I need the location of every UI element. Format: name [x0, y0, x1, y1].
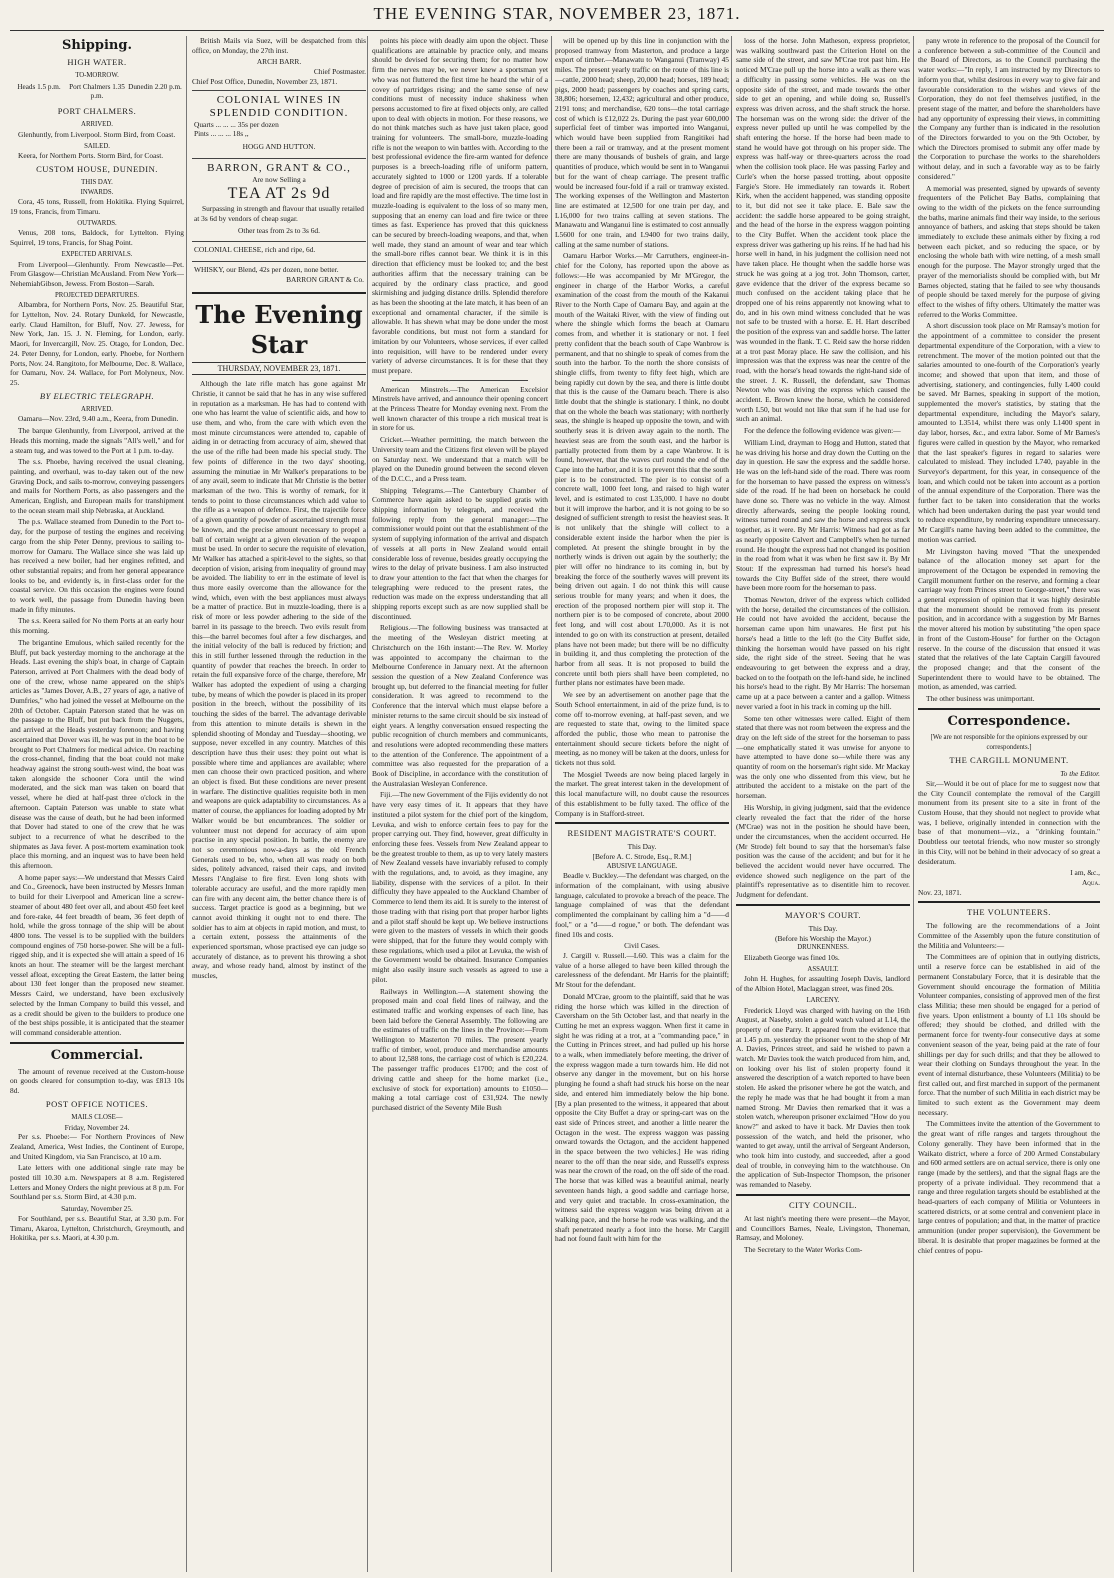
- tea-other: Other teas from 2s to 3s 6d.: [238, 225, 320, 235]
- mails-close-label: MAILS CLOSE—: [71, 1113, 123, 1121]
- projected-label: PROJECTED DEPARTURES.: [55, 291, 139, 299]
- section-rule: [555, 822, 729, 824]
- article-paragraph: The s.s. Phoebe, having received the usual cleaning, painting, and overhaul, was to-day taken out of the new Graving Dock, and sails to-morrow, conveying passengers and mails for Northern Ports, as also passengers and the American, English, and European mails for transhipment to the ocean steam mail ship Nebraska, at Auckland.: [10, 457, 184, 515]
- whisky-advert: [192, 261, 366, 287]
- inwards-label: INWARDS.: [80, 188, 114, 196]
- tea-advert: [192, 158, 366, 239]
- volunteers-paragraph: The Committees are of opinion that in outlying districts, until a reserve force can be established in aid of the permanent Constabulary Force, that it is desirable that the Government should encourage the formation of Militia Volunteer companies, consisting of approved men of the first class Militia; these men should be engaged for a period of five years. Upon enlistment a bounty of L1 10s should be offered; they should be clothed, and drilled with the permanent force for twenty-four consecutive days at some convenient season of the year, being paid at the rate of four shillings per day for such drills; and that they be allowed to wear their clothing on Sundays throughout the year. In the event of internal disturbance, these Volunteers (Militia) to be first called out, and first marched in support of the permanent force. That the number of such Militia in each district may be limited to such extent as the Government may deem necessary.: [918, 952, 1100, 1117]
- larceny-label: LARCENY.: [806, 996, 840, 1004]
- court-paragraph: Donald M'Crae, groom to the plaintiff, said that he was riding the horse which was killed in the direction of Caversham on the 5th October last, and that nearly in the Cutting he met an express waggon. When first it came in sight he was riding at a trot, at a "commanding pace," in the Cutting in Princes street, and had pulled up his horse to a walk, when immediately before meeting, the driver of the express waggon made a turn towards him. He did not observe any danger in the movement, but on his horse plunging he found a shaft had struck his horse on the near side, and entered him immediately below the hip bone. [By a plan presented to the witness, it appeared that about opposite the City Buffet a dray or spring-cart was on the east side of Princes street, and another a little nearer the Octagon in the west. The express waggon was passing onward towards the Octagon, and the accident happened in the space between the two vehicles.] He was riding nearer to the off than the near side, and Russell's express was near the crown of the road, on the off side of the road. The horse that was killed was a beautiful animal, nearly seventeen hands high, a good saddle and carriage horse, and very quiet and tractable. In cross-examination, the witness said the express waggon was being driven at a walking pace, and the horse he rode was walking, and the shaft penetrated nearly a foot into the horse. Mr Cargill had not found fault with him for the: [555, 991, 729, 1244]
- city-council-heading: CITY COUNCIL.: [788, 1199, 858, 1210]
- monument-heading: THE CARGILL MONUMENT.: [949, 755, 1069, 766]
- dateline: THURSDAY, NOVEMBER 23, 1871.: [192, 362, 366, 376]
- assault-label: ASSAULT.: [807, 965, 839, 973]
- correspondence-heading: Correspondence.: [947, 713, 1071, 729]
- civil-label: Civil Cases.: [624, 941, 660, 951]
- section-rule: [192, 292, 366, 294]
- arrived-list: Glenhuntly, from Liverpool. Storm Bird, from Coast.: [18, 129, 176, 139]
- arrived2-text: Oamaru—Nov. 23rd, 9.40 a.m., Keera, from Dunedin.: [18, 414, 179, 424]
- tea-advert-line: Are now Selling a: [252, 174, 306, 184]
- expected-list: From Liverpool—Glenhuntly. From Newcastle—Pet. From Glasgow—Christian McAusland. From New York—NehemiahGibson, Jewess. From Boston—Sarah.: [10, 259, 184, 288]
- tomorrow-label: TO-MORROW.: [75, 72, 119, 79]
- news-paragraph: Shipping Telegrams.—The Canterbury Chamber of Commerce have again asked to be supplied gratis with shipping information by telegraph, and received the following reply from the general manager:—The commissioner would point out that the establishment of the system of supplying information of the arrival and dispatch of vessels at all ports in New Zealand would entail considerable loss of revenue, besides greatly occupying the wires to the delay of private business. I am also instructed to draw your attention to the fact that when the charges for telegraphing were reduced to the present rates, the reduction was made on the express understanding that all shipping reports except such as are now supplied shall be discontinued.: [372, 485, 548, 621]
- column-4: [555, 36, 729, 1572]
- tea-advert-text: Surpassing in strength and flavour that usually retailed at 3s 6d by vendors of cheap sugar.: [194, 204, 364, 224]
- section-rule: [918, 708, 1100, 710]
- news-paragraph: The Mosgiel Tweeds are now being placed largely in the market. The great interest taken in the development of this local manufacture will, no doubt cause the resources of this establishment to be fully taxed. The office of the Company is in Stafford-street.: [555, 769, 729, 818]
- tide-heads: Heads 1.5 p.m.: [17, 82, 61, 91]
- court-paragraph: John H. Hughes, for assaulting Joseph Davis, landlord of the Albion Hotel, Maclaggan street, was fined 20s.: [736, 974, 910, 994]
- whisky-text: WHISKY, our Blend, 42s per dozen, none better.: [194, 265, 339, 275]
- tide-port-chalmers: Port Chalmers 1.35 p.m.: [69, 82, 125, 101]
- this-day-label: THIS DAY.: [81, 178, 113, 186]
- newspaper-flag: The Evening Star: [195, 299, 363, 359]
- wines-advert-title: COLONIAL WINES IN SPLENDID CONDITION.: [209, 93, 349, 119]
- arrived2-label: ARRIVED.: [81, 405, 113, 413]
- court-paragraph: loss of the horse. John Matheson, express proprietor, was walking southward past the Criterion Hotel on the same side of the street, and saw M'Crae trot past him. He noticed M'Crae pull up the horse into a walk as there was a difficulty in passing some vehicles. He was on the opposite side of the street, and made towards the other side to get an opening, and while doing so, Russell's express was driven across, and the shaft struck the horse. The horseman was on the wrong side: the driver of the express never pulled up until he was compelled by the shaft entering the horse. If the horse had been made to stand he would have got through on his proper side. The express was half-way or three-quarters across the road when the collision took place. He was passing Farley and Curle's when the horse passed trotting, about opposite Fargie's Store. He immediately ran towards it. Robert Kirk, when the accident happened, was standing opposite to it, but did not see it take place. E. Bale saw the accident: the saddle horse appeared to be going straight, and the head of the horse in the express waggon pointing to the City Buffet. When the accident took place the express driver was gathering up his reins. If he had had his horse well in hand, in his judgment the collision need not have taken place. He thought when the saddle horse was struck he was going at a jog trot. John Thomson, carter, gave evidence that the driver of the express became so much confused on the accident taking place that he dropped one of his reins apparently not knowing what to do, and in his own mind witness concluded that he was not safe to be trusted with a horse. E. H. Hart described the position of the express van and saddle horse. The latter was wounded in the flank. T. C. Reid saw the horse ridden at a trot past Moray place. He saw the collision, and his impression was that the express was near the centre of the road, with the horse's head towards the right-hand side of the street. J. K. Russell, the defendant, saw Thomas Newton who was driving the express which caused the accident. E. Brown knew the horse, which he considered worth L50, but would not like that sum if he had use for such an animal.: [736, 36, 910, 424]
- arrived-label: ARRIVED.: [81, 121, 113, 129]
- leader-article: Although the late rifle match has gone against Mr Christie, it cannot be said that he has in any wise suffered in reputation as a marksman. He has had to contend with one who has learnt the value of scientific aids, and how to use them, and who, from the care with which even the most minute circumstances were attended to, capable of aiding in or detracting from accuracy of aim, shewed that the use of the rifle had been made his special study. The few points of difference in the two days' shooting, assuming the minutiae in Mr Walker's preparations to be of any avail, seem to indicate that Mr Christie is the better marksman of the two. This is worthy of remark, for it tends to point to those circumstances which add value to the rifle as a weapon of defence. First, the trajectile force of a given quantity of powder of ascertained strength must be known, and the precise amount necessary to propel a ball of certain weight at a given elevation of the weapon must be used. In order to secure the requisite of elevation, Mr Walker has attached a spirit-level to the sights, so that deception of vision, arising from inequality of ground may be avoided. The liability to err in the estimate of level is thus more easily overcome than the allowance for the wind, which, even with the best appliances must always be a matter of practice. But in muzzle-loading, there is a risk of more or less powder adhering to the side of the barrel in its passage to the breech. Two evils result from this—the barrel becomes foul after a few discharges, and the initial velocity of the ball is reduced by friction; and this in still further lessened through the reduction in the quantity of powder that reaches the breech. In order to retain the full expansive force of the charge, therefore, Mr Walker has adopted the expedient of using a charging tube, by means of which the powder is placed in its proper position in the breech, without the possibility of its touching the sides of the barrel. The advantage derivable from this attention to minute details is shewn in the splendid shooting of Monday and Tuesday—shooting, we suppose, never excelled in any country. Matches of this description have thus their uses: they point out what is possible where time and appliances are available; where men can choose their own practiced position, and where an object is fixed. But these conditions are never present in warfare. The distinctive qualities requisite both in men and weapons are quick adaptability to circumstances. As a matter of course, the appliances for loading adopted by Mr Walker would be but encumbrances. The soldier or volunteer must not depend for accuracy of aim upon practise in any special position. In battle, the enemy are not so ceremonious now-a-days as the old French Generals used to be, who, when all was ready on both sides, politely advanced, raised their caps, and invited Messrs l'Anglaise to fire first. Even long shots with tolerable accuracy are useful, and the more rapidly men can fire with any decent aim, the better chance there is of success. Target practice is good as a beginning, but we cannot avoid thinking it ought not to end there. The soldier has to aim at objects in rapid motion, and must, to a certain extent, possess the attainments of the experienced sportsman, whose practised eye can judge so accurately of distance, as to prevent his throwing a shot away, and whose ready hand, almost by instinct of the muscles,: [192, 379, 366, 981]
- council-paragraph: The other business was unimportant.: [926, 694, 1035, 704]
- section-rule: [392, 380, 528, 381]
- telegraph-heading: BY ELECTRIC TELEGRAPH.: [39, 390, 155, 401]
- column-1: [10, 36, 184, 1572]
- inwards-list: Cora, 45 tons, Russell, from Hokitika. Flying Squirrel, 19 tons, Francis, from Timaru.: [10, 197, 184, 217]
- court-heading: RESIDENT MAGISTRATE'S COURT.: [567, 828, 717, 839]
- court-paragraph: William Lind, drayman to Hogg and Hutton, stated that he was driving his horse and dray down the Cutting on the day in question. He saw the express and the saddle horse. He was on the left-hand side of the road. There was room for the horseman to have passed the express on witness's side of the road. If he had been on horseback he could have done so. There was no vehicle in the way. Almost directly afterwards, seeing the people looking round, witness turned round and saw the horse and express stuck together, as it were. By Mr Harris: Witness had got as far as nearly opposite Calvert and Campbell's when he turned round. He thought the express had not changed its position in the road from what it was when he first saw it. By Mr Stout: If the expressman had turned his horse's head towards the City Buffet side of the street, there would have been more room for the horseman to pass.: [736, 437, 910, 593]
- disclaimer: [We are not responsible for the opinions expressed by our correspondents.]: [930, 733, 1088, 751]
- shipping-heading: Shipping.: [62, 38, 132, 53]
- column-divider: [186, 36, 187, 1572]
- mayor-court-heading: MAYOR'S COURT.: [784, 909, 862, 920]
- cheese-text: COLONIAL CHEESE, rich and ripe, 6d.: [194, 245, 316, 255]
- abusive-label: ABUSIVE LANGUAGE.: [606, 862, 678, 870]
- tide-table: [10, 83, 184, 102]
- court-paragraph: Frederick Lloyd was charged with having on the 16th August, at Naseby, stolen a gold watch valued at L14, the property of one Parry. It appeared from the evidence that at 1.45 p.m. yesterday the prisoner went to the shop of Mr A. Davies, Princes street, and said he wished to pawn a watch. Mr Davies took the watch produced from him, and, on looking over his list of stolen property found it answered the description of a watch reported to have been stolen. He asked the prisoner where he got the watch, and the reply he made was that he had bought it from a man named Strong. Mr Davies then remarked that it was a stolen watch, whereupon prisoner exclaimed "How do you know?" and asked to have it back. Mr Davies then took possession of the watch, and held the prisoner, who wanted to get away, until the arrival of Sergeant Anderson, who took him into custody, and succeeded, after a good deal of trouble, in conveying him to the watchhouse. On the application of Sub-Inspector Thompson, the prisoner was remanded to Naseby.: [736, 1005, 910, 1190]
- section-rule: [736, 904, 910, 906]
- column-2: [192, 36, 366, 1572]
- wines-firm: HOGG AND HUTTON.: [242, 141, 316, 151]
- outwards-list: Venus, 208 tons, Baldock, for Lyttelton. Flying Squirrel, 19 tons, Francis, for Shag Point.: [10, 228, 184, 248]
- volunteers-paragraph: The following are the recommendations of a Joint Committee of the Assembly upon the future constitution of the Militia and Volunteers:—: [918, 921, 1100, 950]
- tea-advert-title: BARRON, GRANT & CO.,: [207, 161, 351, 174]
- letter-paragraph: Sir,—Would it be out of place for me to suggest now that the City Council contemplate the removal of the Cargill monument from its present site to a site in front of the Custom House, that they should not neglect to provide what was, I believe, originally intended in connection with the base of that monument—viz., a "drinking fountain." Doubtless our teetotal friends, who now muster so strongly in this City, will not be behind in their advocacy of so great a desideratum.: [918, 778, 1100, 866]
- court-paragraph: Elizabeth George was fined 10s.: [744, 952, 840, 962]
- article-paragraph: The amount of revenue received at the Custom-house on goods cleared for consumption to-day, was £813 10s 8d.: [10, 1066, 184, 1096]
- court-paragraph: Thomas Newton, driver of the express which collided with the horse, detailed the circumstances of the collision. He could not have avoided the accident, because the horseman came upon him unawares. He first put his horse's head a little to the left (to the City Buffet side, thinking the horseman would have passed on his right side, the right side of the street. Seeing that he was endeavouring to get between the express and a dray, backed on to the footpath on the left-hand side, he inclined his horse's head to the right. By Mr Harris: The horseman came up at a pace between a canter and a gallop. Witness never varied a foot in his track in coming up the hill.: [736, 595, 910, 711]
- column-divider: [551, 36, 552, 1572]
- post-office-dateline: Chief Post Office, Dunedin, November 23, 1871.: [192, 76, 338, 86]
- high-water-heading: HIGH WATER.: [67, 57, 127, 67]
- court-day: This Day.: [627, 842, 657, 852]
- custom-house-heading: CUSTOM HOUSE, DUNEDIN.: [36, 163, 158, 174]
- article-paragraph: Per s.s. Phoebe:— For Northern Provinces of New Zealand, America, West Indies, the Continent of Europe, and United Kingdom, via San Francisco, at 10 a.m.: [10, 1132, 184, 1161]
- wines-advert: [192, 90, 366, 155]
- running-header: THE EVENING STAR, NOVEMBER 23, 1871.: [373, 4, 741, 23]
- court-paragraph: Some ten other witnesses were called. Eight of them stated that there was not room between the express and the dray on the left side of the street for the horseman to pass—one emphatically stated it was unwise for anyone to have attempted to have done so—while there was any quantity of room on the horseman's right side. Mr Mackay was the only one who dissented from this view, but he attributed the accident to a mistake on the part of the horseman.: [736, 713, 910, 801]
- letter-signature: Aqua.: [1081, 877, 1100, 887]
- news-paragraph: Cricket.—Weather permitting, the match between the University team and the Citizens first eleven will be played on Saturday next. We understand that a match will be played on the Dunedin ground between the second eleven of the D.C.C., and a Press team.: [372, 435, 548, 483]
- news-paragraph: will be opened up by this line in conjunction with the proposed tramway from Masterton, and produce a large export of timber.—Manawatu to Wanganui (Tramway) 45 miles. The present yearly traffic on the route of this line is—cattle, 2000 head; sheep, 20,000 head; horses, 189 head; pigs, 2000 head; passengers by coaches and spring carts, 38,806; horsemen, 12,432; agricultural and other produce, 2191 tons; and merchandise, 620 tons—the total carriage cost of which is £12,022 2s. During the past year 600,000 superficial feet of timber was imported into Wanganui, which would have been supplied from Rangitikei had there been a rail or tramway, and at the present moment there are many thousands of bushels of grain, and large quantities of produce, which would be sent in to Wanganui but for the want of cheap carriage. The present traffic would be increased four-fold if a rail or tramway existed. The working expenses of the Wellington and Masterton line are estimated at 12,500 for one train per day, and L16,000 for two trains calling at seven stations. The Manawatu and Wanganui line is estimated to cost annually L5600 for one train, and L9400 for two trains daily, calling at the same number of stations.: [555, 36, 729, 249]
- court-paragraph: For the defence the following evidence was given:—: [744, 426, 901, 436]
- projected-list: Albambra, for Northern Ports, Nov. 25. Beautiful Star, for Lyttelton, Nov. 24. Rotary Dunkeld, for Newcastle, early. Claud Hamilton, for Bluff, Nov. 27. Jewess, for New York, Jan. 15. J. N. Fleming, for London, early. Maori, for Invercargill, Nov. 25. Otago, for London, Dec. 24. Peter Denny, for London, early. Phoebe, for Northern Ports, Nov. 24. Rangitoto, for Melbourne, Dec. 8. Wallace, for Oamaru, Nov. 24. Wallace, for Port Molyneux, Nov. 25.: [10, 300, 184, 387]
- sailed-list: Keera, for Northern Ports. Storm Bird, for Coast.: [18, 151, 164, 161]
- court-paragraph: Beadle v. Buckley.—The defendant was charged, on the information of the complainant, with using abusive language, calculated to provoke a breach of the peace. The language complained of was that the defendant complimented the complainant by calling him a "d——d fool," or a "d——d rogue," or both. The defendant was fined 10s and costs.: [555, 871, 729, 939]
- article-paragraph: Late letters with one additional single rate may be posted till 10.30 a.m. Newspapers at 8 a.m. Registered Letters and Money Orders the night previous at 8 p.m. For Southland per s.s. Storm Bird, at 4.30 p.m.: [10, 1163, 184, 1202]
- volunteers-heading: THE VOLUNTEERS.: [967, 907, 1051, 918]
- section-rule: [736, 1194, 910, 1196]
- news-paragraph: We see by an advertisement on another page that the South School entertainment, in aid of the prize fund, is to come off to-morrow evening, at half-past seven, and we are requested to state that, owing to the limited space afforded the public, those who mean to patronise the entertainment should secure tickets before the night of meeting, as no money will be taken at the doors, unless for tickets not thus sold.: [555, 690, 729, 768]
- commercial-heading: Commercial.: [50, 1047, 144, 1063]
- friday-label: Friday, November 24.: [64, 1122, 130, 1132]
- sailed-label: SAILED.: [84, 142, 110, 150]
- column-divider: [367, 36, 368, 1572]
- drunkenness-label: DRUNKENNESS.: [797, 944, 849, 952]
- council-paragraph: The Secretary to the Water Works Com-: [744, 1244, 863, 1254]
- article-paragraph: For Southland, per s.s. Beautiful Star, at 3.30 p.m. For Timaru, Akaroa, Lyttelton, Christchurch, Greymouth, and Hokitika, per s.s. Maori, at 4.30 p.m.: [10, 1213, 184, 1243]
- article-paragraph: The barque Glenhuntly, from Liverpool, arrived at the Heads this morning, made the signals "All's well," and for a steam tug, and was towed to the Port at 1 p.m. to-day.: [10, 426, 184, 455]
- section-rule: [918, 901, 1100, 903]
- court-paragraph: His Worship, in giving judgment, said that the evidence clearly revealed the fact that the rider of the horse (M'Crae) was not in the position he should have been, under the circumstances, when the accident occurred. He (Mr Strode) felt bound to say that the horseman's false position was the cause of the accident; and but for it he believed the accident would never have occurred. The evidence showed such negligence on the part of the plaintiff's representative as to disentitle him to recover. Judgment for defendant.: [736, 802, 910, 900]
- article-paragraph: The p.s. Wallace steamed from Dunedin to the Port to-day, for the purpose of testing the engines and receiving cargo from the ship Peter Denny, previous to sailing to-morrow for Oamaru. The Wallace since she was laid up has received a new boiler, had her engines refitted, and other substantial repairs; and from her general appearance looks to be, and evidently is, in first-class order for the coastal service. On this occasion the engines were found to work well, the passage from Dunedin having been made in fifty minutes.: [10, 517, 184, 614]
- letter-date: Nov. 23, 1871.: [918, 887, 962, 897]
- postmaster-title: Chief Postmaster.: [313, 67, 366, 77]
- header-rule: [10, 30, 1104, 31]
- leader-article-continued: points his piece with deadly aim upon the object. These qualifications are attainable by practice only, and means should be devised for securing them; for no matter how firm the nerves may be, we never knew a sportsman yet who was not fluttered the first time he heard the whir of a covey of partridges rising; and the same sense of new conditions must of necessity induce shakiness when persons accustomed to fire at fixed objects only, are called upon to deal with objects in motion. For these reasons, we do not think matches such as have just taken place, good training for volunteers. The small-bore, muzzle-loading rifle is not the weapon to win battles with. According to the best professional evidence the fire-arm wanted for defence purposes is a breech-loading rifle of uniform pattern, accurately sighted to 1000 or 1200 yards. If a tolerable degree of precision of aim is secured, the troops that can load and fire rapidly are the most effective. The time lost in muzzle-loading is equivalent to the loss of so many men, supposing that an enemy can load and fire twice or three times as fast. Experience has proved that this quickness can be secured by breech-loading weapons, and that, when well made, they stand an amount of wear and tear which the small-bore rifles cannot bear. We think it is in this direction that efficiency must be looked to; and the best authorities affirm that the necessary training can be acquired by the ordinary class practice, and good skirmishing and judging distance drills. Splendid therefore as has been the shooting at the late match, it has been of an exceptional and ornamental character, if the simile is allowable. It has shewn what may be done under the most favorable conditions, but must not form a standard for imitation by our Volunteers, whose services, if ever called into requisition, will have to be rendered under every variety of adverse circumstances. It is for these that they must prepare.: [372, 36, 548, 375]
- column-6: [918, 36, 1100, 1572]
- tide-dunedin: Dunedin 2.20 p.m.: [128, 82, 182, 91]
- letter-signoff: I am, &c.,: [1070, 868, 1100, 878]
- mayor-court-day: This Day.: [808, 923, 838, 933]
- mails-notice: British Mails via Suez, will be despatched from this office, on Monday, the 27th inst.: [192, 36, 366, 55]
- council-paragraph: pany wrote in reference to the proposal of the Council for a conference between a sub-committee of the Council and the Board of Directors, as to the Council purchasing the water works:—"In reply, I am instructed by my Directors to inform you that, whilst desirous in every way to give fair and favourable consideration to the wishes and views of the Corporation, they do not feel themselves justified, in the present stage of the matter, and before the shareholders have had any opportunity of expressing their views, in committing the Company any further than is indicated in the resolution of the Directors forwarded to you on the 9th October, by which the Directors promised to submit any offer made by the Corporation to purchase the works to the shareholders without delay, and in such a favorable way as to be fairly considered.": [918, 36, 1100, 181]
- wines-quarts: Quarts ... ... ... 35s per dozen: [194, 119, 279, 129]
- whisky-firm: BARRON GRANT & Co.: [286, 274, 364, 284]
- news-paragraph: American Minstrels.—The American Excelsior Minstrels have arrived, and announce their opening concert at the Princess Theatre for Monday evening next. From the well known character of this troupe a rich musical treat is in store for us.: [372, 384, 548, 433]
- column-5: [736, 36, 910, 1572]
- postmaster-name: ARCH BARR.: [256, 57, 302, 67]
- council-paragraph: A memorial was presented, signed by upwards of seventy frequenters of the Pelichet Bay Baths, complaining that owing to the width of the pickets on the fence surrounding the baths, marine animals find their way inside, to the serious annoyance of bathers, and asking that steps should be taken immediately to exclude these animals either by fixing a rod between each picket, and so reducing the space, or by enclosing the whole bath with wire netting, of a mesh small enough for the purpose. The Mayor strongly urged that the prayer of the memorialists should be complied with, but Mr Barnes objected, stating that he failed to see why thousands of people should be taxed merely for the purpose of giving effect to the wishes of fifty others. Ultimately the matter was referred to the Works Committee.: [918, 183, 1100, 319]
- section-rule: [10, 1042, 184, 1044]
- outwards-label: OUTWARDS.: [77, 219, 117, 227]
- saturday-label: Saturday, November 25.: [61, 1204, 133, 1214]
- article-paragraph: The s.s. Keera sailed for No them Ports at an early hour this morning.: [10, 616, 184, 636]
- court-paragraph: J. Cargill v. Russell.—L60. This was a claim for the value of a horse alleged to have been killed through the carelessness of the defendant. Mr Harris for the plaintiff; Mr Stout for the defendant.: [555, 950, 729, 990]
- news-paragraph: Oamaru Harbor Works.—Mr Carruthers, engineer-in-chief for the Colony, has reported upon the above as follows:—He was accompanied by Mr M'Gregor, the engineer in charge of the Harbor Works, a careful examination of the coast from the mouth of the Kakanui River to the North Cape of Oamaru Bay, and again at the mouth of the Waitaki River, with the view of finding out where the shingle which forms the beach at Oamaru comes from, and whether it is stationary or not. I feel pretty confident that the beach south of Cape Wanbrow is permanent, and that no shingle to speak of comes from the south into the harbor. To the north the shore consists of shingle cliffs, from twenty to fifty feet high, which are being rapidly cut down by the sea, and there is little doubt that this is the cause of the Oamaru beach. There is also little doubt that the shingle is stationary. I think, no doubt that on the whole the beach was stationary; with northerly seas, the shingle is heaped up opposite the town, and with southerly seas it is driven away again to the north. The heaviest seas are from the south east, and the harbor is partially protected from them by a cape Wanbrow. It is found, however, that the waves curl round the end of the Cape into the harbor, and it is to prevent this that the south pier is to be constructed. The pier is to consist of a concrete wall, 1000 feet long, and raised to high water level, and is estimated to cost L35,000. I have no doubt but it will improve the harbor, and it is not going to be so designed of sufficient strength to resist the heaviest seas. It is not unlikely that the shingle will collect to a considerable extent inside the harbor when the pier is completed. At present the shingle brought in by the northerly winds is driven out again by the southerly; the pier will offer no hindrance to its coming in, but by breaking the force of the southerly waves will prevent its being driven out again. I do not think this will cause serious trouble for many years; and when it does, the erection of the proposed northern pier will stop it. The northern pier is to be composed of concrete, about 2000 feet long, and will cost about L70,000. As it is not intended to go on with its construction at present, detailed plans have not been made; but there will be no difficulty in building it, and thus completing the protection of the harbor from all seas. It is not proposed to build the concrete until both piers shall have been completed, no further plans nor estimates have been made.: [555, 251, 729, 688]
- news-paragraph: Railways in Wellington.—A statement showing the proposed main and coal field lines of railway, and the estimated traffic and working expenses of each line, has been laid before the General Assembly. The following are the estimates of traffic on the lines in the Province:—From Wellington to Masterton 70 miles. The present yearly traffic of timber, wool, produce and merchandise amounts to about 12,588 tons, the carriage cost of which is £20,224. The passenger traffic produces £1700; and the cost of driving cattle and sheep for the home market (i.e., exclusive of stock for exportation) amounts to £1050—making a total carriage cost of £31,924. The newly purchased district of the Seventy Mile Bush: [372, 986, 548, 1112]
- column-divider: [913, 36, 914, 1572]
- volunteers-paragraph: The Committees invite the attention of the Government to the great want of rifle ranges and targets throughout the Colony generally. They have been informed that in the Waikato district, where a force of 200 Armed Constabulary and 600 armed settlers are on actual service, there is only one range (made by the settlers), and that the signal flags are the property of a private individual. They recommend that a range and three regulation targets should be established at the head-quarters of each company of Militia or Volunteers in scattered districts, or at some central and convenient place in large centres of population; and that, in the matter of practice ammunition (under proper supervision), the Government be liberal. It is desirable that proper magazines be formed at the chief centres of popu-: [918, 1119, 1100, 1255]
- cheese-advert: [192, 241, 366, 258]
- post-office-heading: POST OFFICE NOTICES.: [45, 1098, 149, 1109]
- article-paragraph: A home paper says:—We understand that Messrs Caird and Co., Greenock, have been instructed by Messrs Inman to build for their Liverpool and American line a screw-steamer of about 480 feet over all, and about 450 feet keel and fore-rake, 44 feet breadth of beam, 36 feet depth of hold, while the gross tonnage of the ship will be about 4800 tons. The vessel is to be supplied with the builders compound engines of 750 horse-power. She will be a full-rigged ship, and it is expected she will attain a speed of 16 knots an hour. The steamer will be the largest merchant vessel afloat, excepting the Great Eastern, the latter being about 130 feet longer than the proposed new steamer. Messrs Caird, we understand, have been exclusively selected by the Inman Company to build this vessel, and as a credit should be given to the builders to produce one of the best ships possible, it is anticipated that the steamer will command considerable attention.: [10, 872, 184, 1037]
- expected-label: EXPECTED ARRIVALS.: [61, 250, 133, 258]
- column-3: [372, 36, 548, 1572]
- tea-price: TEA AT 2s 9d: [227, 185, 331, 203]
- to-editor: To the Editor.: [1060, 769, 1100, 779]
- news-paragraph: Religious.—The following business was transacted at the meeting of the Wesleyan district meeting at Christchurch on the 16th instant:—The Rev. W. Morley was appointed to accompany the chairman to the Melbourne Conference in January next. At the afternoon session the question of a New Zealand Conference was brought up, but deferred to the financial meeting for fuller consideration. It was agreed to recommend to the Conference that the interval which must elapse before a minister returns to the same circuit should be six instead of eight years. A lengthy conversation ensued respecting the public recognition of church members and communicants, and resolutions were adopted recommending these matters to the attention of the Conference. The appointment of a committee was also requested for the preparation of a Book of Discipline, in accordance with the constitution of the Australasian Wesleyan Conference.: [372, 623, 548, 788]
- council-paragraph: At last night's meeting there were present—the Mayor, and Councillors Barnes, Neale, Livingston, Thoneman, Ramsay, and Moloney.: [736, 1213, 910, 1243]
- council-paragraph: A short discussion took place on Mr Ramsay's motion for the appointment of a committee to consider the present departmental expenditure of the Corporation, with a view to retrenchment. The mover of the motion pointed out that the salaries amounted to one-fourth of the Corporation's yearly income; and showed that upon that item, and those of advertising, stationery, and contingencies, fully L400 could be saved. Mr Barnes, speaking in support of the motion, supplemented the mover's statistics, by stating that the departmental expenditure, including the Mayor's salary, amounted to L3514, whilst there was only L1400 spent in day labor, horses, &c., and extra labor. Some of Mr Barnes's figures were called in question by the Mayor, who remarked that the last speaker's figures in regard to salaries were calculated to mislead. They included L740, payable in the Surveyor's department, for this year, in consequence of the loan, and which could not be taken into account as a portion of the annual expenditure of the Corporation. There was the further fact to be taken into consideration that the works which had been undertaken during the past year would tend to reduce expenditure, by rendering expenditure unnecessary. Mr Cargill's name having been added to the committee, the motion was carried.: [918, 321, 1100, 544]
- court-before: [Before A. C. Strode, Esq., R.M.]: [592, 851, 692, 861]
- news-paragraph: Fiji.—The new Government of the Fijis evidently do not have very easy times of it. It appears that they have instituted a pilot system for the chief port of the kingdom, Levuka, and wish to enforce certain fees to pay for the proper carrying out. They find, however, great difficulty in enforcing these fees. Vessels from New Zealand appear to be the greatest trouble to them, as up to very lately masters of New Zealand vessels have invariably refused to comply with the regulations, and, to avoid, as they imagine, any liability, dispense with the services of a pilot. In their difficulty they have appealed to the Auckland Chamber of Commerce to lend them its aid. It is surely to the interest of those trading with that rising port that proper harbor lights and a pilot staff should be kept up. We believe instructions were given to the masters of vessels in which their goods were shipped, that for the future they would comply with these regulations, which used a pilot at Levuka, the wish of the Government would be obtained. Insurance Companies might also easily insure such vessels as agreed to use a pilot.: [372, 790, 548, 984]
- wines-pints: Pints ... ... ... 18s ,,: [194, 129, 249, 139]
- article-paragraph: The brigantine Emulous, which sailed recently for the Bluff, put back yesterday morning to the anchorage at the Heads. Last evening the ship's boat, in charge of Captain Paterson, arrived at Port Chalmers with the dead body of one of the crew, whose name appeared on the ship's articles as "James Dover, A.B., 27 years of age, a native of Dumfries," who had joined the vessel at Melbourne on the 20th of October. Captain Paterson stated that he was on the passage to the Bluff, but put back from the Nuggets, and arrived at the Heads yesterday forenoon; and having ascertained that Dover was ill, he was put in the boat to be brought to Port Chalmers for medical advice. On reaching the cross-channel, finding that the boat could not make headway against the strong south-west wind, the boat was taken alongside the schooner Cora until the wind moderated, and the sick man was taken on board that vessel, where he died at half-past three o'clock in the afternoon. Captain Paterson was unable to state what disease was the cause of death, but he had been informed that Dover had stated to one of the crew that he was subject to a recurrence of what he described to the shipmates as Java fever. A post-mortem examination took place this morning, and an inquest was to have been held this afternoon.: [10, 637, 184, 871]
- column-divider: [731, 36, 732, 1572]
- council-paragraph: Mr Livingston having moved "That the unexpended balance of the allocation money set apart for the improvement of the Octagon be expended in removing the Cargill monument further on the reserve, and forming a clear carriage way from Princes street to George-street," there was a general expression of opinion that it was highly desirable that the monument should be removed from its present position, and in accordance with a suggestion by Mr Barnes the mover altered his motion by substituting "the open space in front of the Custom-House" for further on the Octagon reserve. In the course of the discussion that ensued it was stated that the relatives of the late Captain Cargill favoured the proposed change; and that the consent of the Superintendent there to would have to be obtained. The motion, as amended, was carried.: [918, 546, 1100, 692]
- port-chalmers-heading: PORT CHALMERS.: [57, 106, 137, 117]
- mayor-court-before: (Before his Worship the Mayor.): [775, 933, 871, 943]
